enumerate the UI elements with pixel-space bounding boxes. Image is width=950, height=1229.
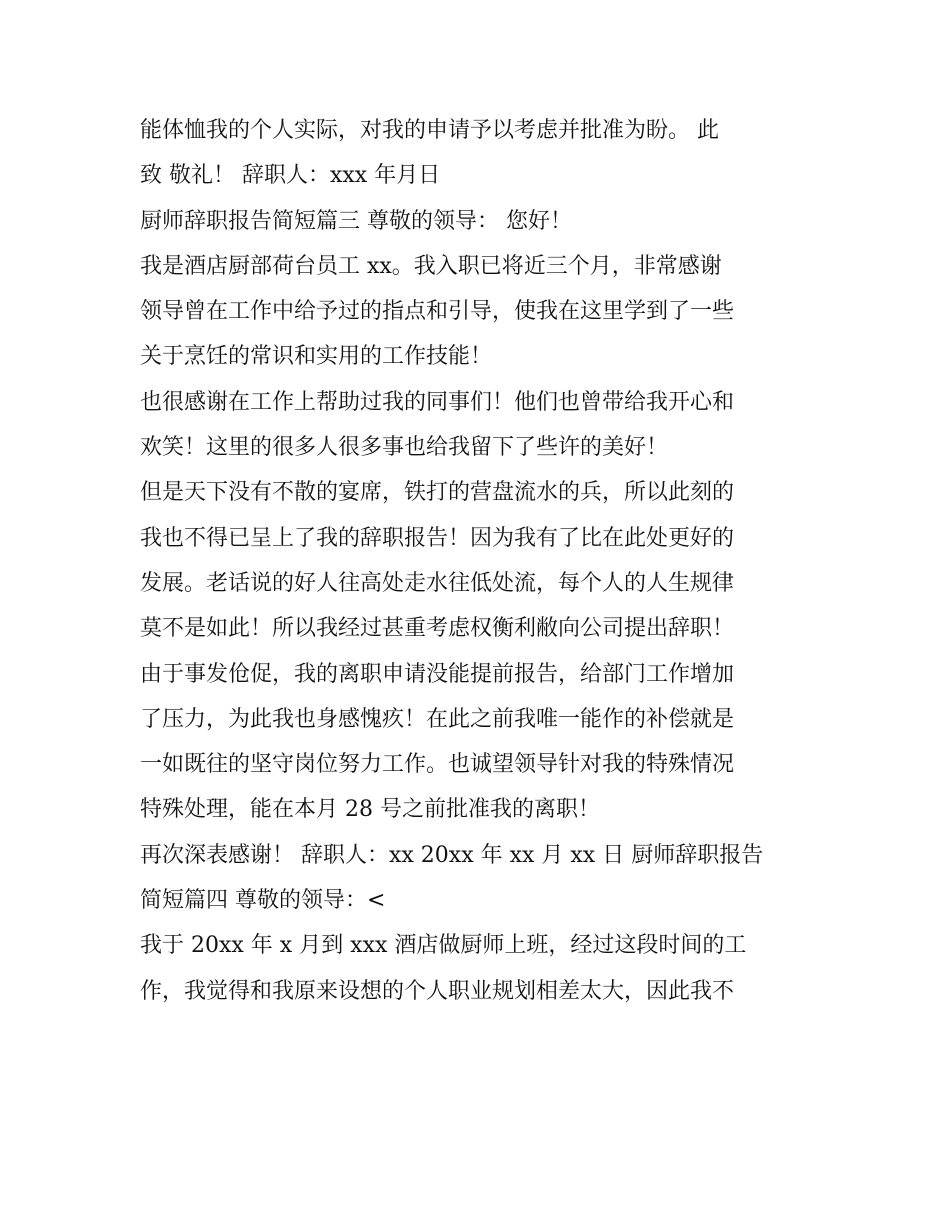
text-line: 再次深表感谢！ 辞职人：xx 20xx 年 xx 月 xx 日 厨师辞职报告 [140,842,764,868]
text-line: 厨师辞职报告简短篇三 尊敬的领导： 您好！ [140,208,572,234]
text-line: 莫不是如此！所以我经过甚重考虑权衡利敝向公司提出辞职！ [140,616,735,642]
text-line: 能体恤我的个人实际，对我的申请予以考虑并批准为盼。 此 [140,118,719,143]
document-body [140,108,820,1014]
text-line: 发展。老话说的好人往高处走水往低处流，每个人的人生规律 [140,570,735,596]
text-line: 领导曾在工作中给予过的指点和引导，使我在这里学到了一些 [140,299,735,325]
text-line: 了压力，为此我也身感愧疚！在此之前我唯一能作的补偿就是 [140,706,735,732]
text-line: 特殊处理，能在本月 28 号之前批准我的离职！ [140,797,600,823]
text-line: 欢笑！这里的很多人很多事也给我留下了些许的美好！ [140,435,669,461]
text-line: 也很感谢在工作上帮助过我的同事们！他们也曾带给我开心和 [140,389,735,415]
text-line: 但是天下没有不散的宴席，铁打的营盘流水的兵，所以此刻的 [140,480,735,506]
text-line: 致 敬礼！ 辞职人：xxx 年月日 [140,163,441,189]
text-line: 由于事发伧促，我的离职申请没能提前报告，给部门工作增加 [140,661,735,687]
text-line: 作，我觉得和我原来设想的个人职业规划相差太大，因此我不 [140,978,735,1004]
text-line: 简短篇四 尊敬的领导：< [140,888,386,914]
text-line: 我于 20xx 年 x 月到 xxx 酒店做厨师上班，经过这段时间的工 [140,933,747,959]
text-line: 一如既往的坚守岗位努力工作。也诚望领导针对我的特殊情况 [140,752,735,778]
text-line: 我也不得已呈上了我的辞职报告！因为我有了比在此处更好的 [140,525,735,551]
text-line: 我是酒店厨部荷台员工 xx。我入职已将近三个月，非常感谢 [140,253,722,279]
text-line: 关于烹饪的常识和实用的工作技能！ [140,344,493,370]
